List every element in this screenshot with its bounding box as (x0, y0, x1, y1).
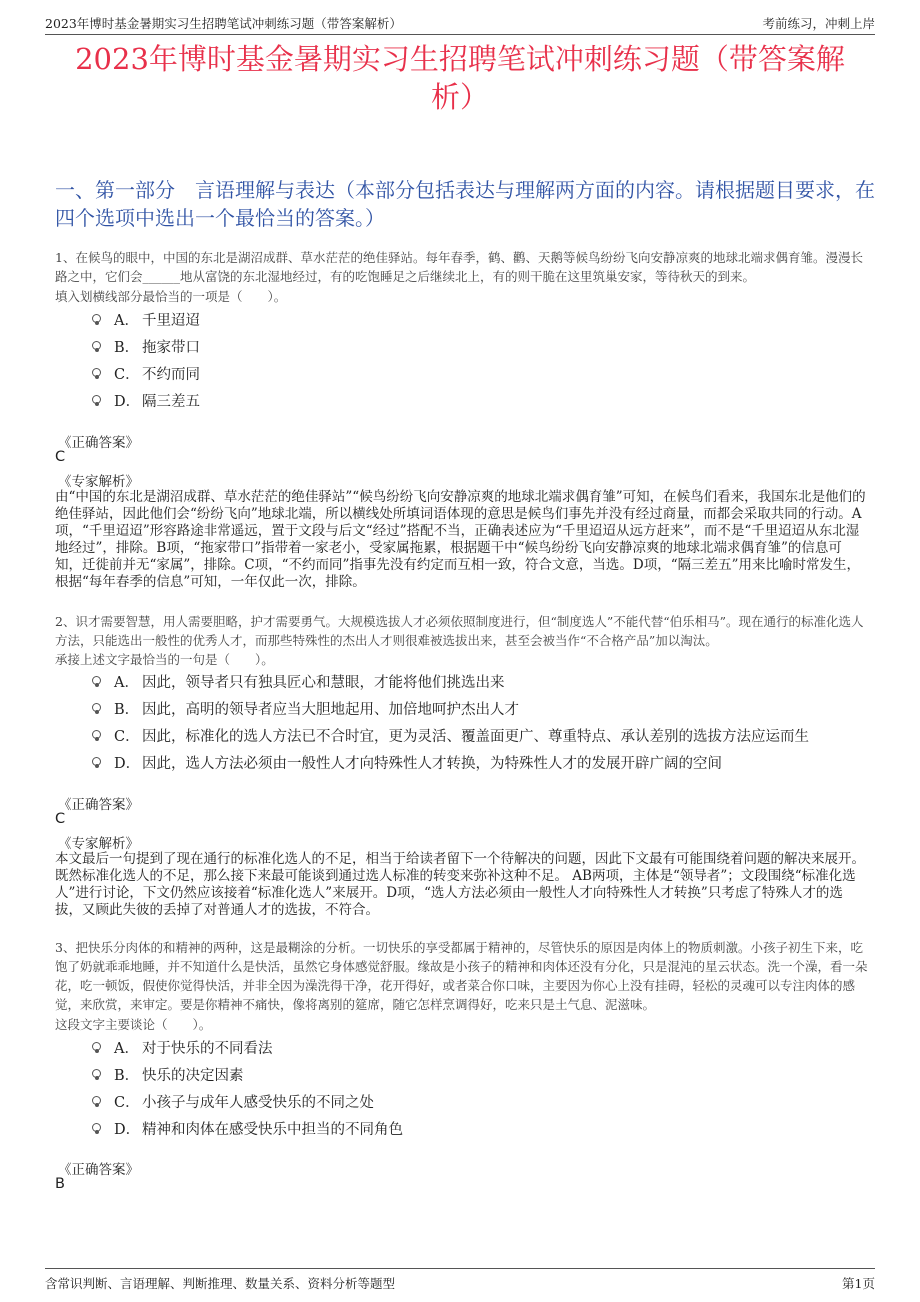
page-number: 第1页 (842, 1276, 875, 1291)
answer-label: 《正确答案》 (58, 435, 139, 451)
option-c[interactable]: C． 因此，标准化的选人方法已不合时宜，更为灵活、覆盖面更广、尊重特点、承认差别的选拔方法应运而生 (92, 722, 872, 749)
option-d[interactable]: D． 精神和肉体在感受快乐中担当的不同角色 (92, 1115, 872, 1142)
page-footer (45, 1268, 875, 1293)
option-b[interactable]: B． 快乐的决定因素 (92, 1061, 872, 1088)
option-d[interactable]: D． 因此，选人方法必须由一般性人才向特殊性人才转换，为特殊性人才的发展开辟广阔的空间 (92, 749, 872, 776)
radio-icon[interactable] (92, 703, 101, 712)
question-3-options (92, 1034, 872, 1142)
radio-icon[interactable] (92, 757, 101, 766)
question-2-answer: C (55, 811, 66, 827)
section-heading: 一、第一部分 言语理解与表达（本部分包括表达与理解两方面的内容。请根据题目要求，在四个选项中选出一个最恰当的答案。） (55, 178, 875, 230)
answer-label: 《正确答案》 (58, 1162, 139, 1178)
question-1-stem: 1、在候鸟的眼中，中国的东北是湖沼成群、草水茫茫的绝佳驿站。每年春季，鹤、鹳、天鹅等候鸟纷纷飞向安静凉爽的地球北端求偶育雏。漫漫长路之中，它们会______地从富饶的东北湿地经过，有的吃饱睡足之后继续北上，有的则干脆在这里筑巢安家，等待秋天的到来。 (55, 250, 863, 284)
footer-left-text: 含常识判断、言语理解、判断推理、数量关系、资料分析等题型 (45, 1276, 396, 1291)
option-a[interactable]: A． 对于快乐的不同看法 (92, 1034, 872, 1061)
header-left-text: 2023年博时基金暑期实习生招聘笔试冲刺练习题（带答案解析） (45, 16, 402, 31)
question-3-answer: B (55, 1176, 65, 1192)
radio-icon[interactable] (92, 730, 101, 739)
header-right-text: 考前练习，冲刺上岸 (762, 16, 875, 31)
question-2-options (92, 668, 872, 776)
answer-label: 《正确答案》 (58, 797, 139, 813)
question-1-answer: C (55, 449, 66, 465)
radio-icon[interactable] (92, 341, 101, 350)
option-c[interactable]: C． 小孩子与成年人感受快乐的不同之处 (92, 1088, 872, 1115)
option-a[interactable]: A． 千里迢迢 (92, 306, 872, 333)
document-title: 2023年博时基金暑期实习生招聘笔试冲刺练习题（带答案解析） (75, 42, 845, 114)
question-3-stem: 3、把快乐分肉体的和精神的两种，这是最糊涂的分析。一切快乐的享受都属于精神的，尽管快乐的原因是肉体上的物质刺激。小孩子初生下来，吃饱了奶就乖乖地睡，并不知道什么是快活，虽然它身体感觉舒服。缘故是小孩子的精神和肉体还没有分化，只是混沌的星云状态。洗一个澡，看一朵花，吃一顿饭，假使你觉得快活，并非全因为澡洗得干净，花开得好，或者菜合你口味，主要因为你心上没有挂碍，轻松的灵魂可以专注肉体的感觉，来欣赏，来审定。要是你精神不痛快，像将离别的筵席，随它怎样烹调得好，吃来只是土气息、泥滋味。 (55, 940, 868, 1012)
option-b[interactable]: B． 拖家带口 (92, 333, 872, 360)
radio-icon[interactable] (92, 1123, 101, 1132)
radio-icon[interactable] (92, 676, 101, 685)
radio-icon[interactable] (92, 1096, 101, 1105)
explanation-label: 《专家解析》 (58, 836, 139, 852)
option-d[interactable]: D． 隔三差五 (92, 387, 872, 414)
question-2-prompt: 承接上述文字最恰当的一句是（ ）。 (55, 652, 274, 667)
radio-icon[interactable] (92, 395, 101, 404)
option-a[interactable]: A． 因此，领导者只有独具匠心和慧眼，才能将他们挑选出来 (92, 668, 872, 695)
explanation-label: 《专家解析》 (58, 474, 139, 490)
question-2-stem: 2、识才需要智慧，用人需要胆略，护才需要勇气。大规模选拔人才必须依照制度进行，但“制度选人”不能代替“伯乐相马”。现在通行的标准化选人方法，只能选出一般性的优秀人才，而那些特殊性的杰出人才则很难被选拔出来，甚至会被当作“不合格产品”加以淘汰。 (55, 614, 864, 648)
page-header (45, 10, 875, 35)
question-1-options (92, 306, 872, 414)
radio-icon[interactable] (92, 1069, 101, 1078)
question-2-explanation: 本文最后一句提到了现在通行的标准化选人的不足，相当于给读者留下一个待解决的问题，因此下文最有可能围绕着问题的解决来展开。既然标准化选人的不足，那么接下来最可能谈到通过选人标准的转变来弥补这种不足。 AB两项，主体是“领导者”；文段围绕“标准化选人”进行讨论，下文仍然应该接着“标准化选人”来展开。D项，“选人方法必须由一般性人才向特殊性人才转换”只考虑了特殊人才的选拔，又顾此失彼的丢掉了对普通人才的选拔，不符合。 (55, 851, 865, 918)
radio-icon[interactable] (92, 1042, 101, 1051)
option-b[interactable]: B． 因此，高明的领导者应当大胆地起用、加倍地呵护杰出人才 (92, 695, 872, 722)
radio-icon[interactable] (92, 368, 101, 377)
option-c[interactable]: C． 不约而同 (92, 360, 872, 387)
question-1-explanation: 由“中国的东北是湖沼成群、草水茫茫的绝佳驿站”“候鸟纷纷飞向安静凉爽的地球北端求偶育雏”可知，在候鸟们看来，我国东北是他们的绝佳驿站，因此他们会“纷纷飞向”地球北端，所以横线处所填词语体现的意思是候鸟们事先并没有经过商量，而都会采取共同的行动。A项，“千里迢迢”形容路途非常遥远，置于文段与后文“经过”搭配不当，正确表述应为“千里迢迢从远方赶来”，而不是“千里迢迢从东北湿地经过”，排除。B项，“拖家带口”指带着一家老小，受家属拖累，根据题干中“候鸟纷纷飞向安静凉爽的地球北端求偶育雏”的信息可知，迁徙前并无“家属”，排除。C项，“不约而同”指事先没有约定而互相一致，符合文意，当选。D项，“隔三差五”用来比喻时常发生，根据“每年春季的信息”可知，一年仅此一次，排除。 (55, 489, 866, 590)
question-1-prompt: 填入划横线部分最恰当的一项是（ ）。 (55, 289, 287, 304)
question-3-prompt: 这段文字主要谈论（ ）。 (55, 1017, 212, 1032)
radio-icon[interactable] (92, 314, 101, 323)
